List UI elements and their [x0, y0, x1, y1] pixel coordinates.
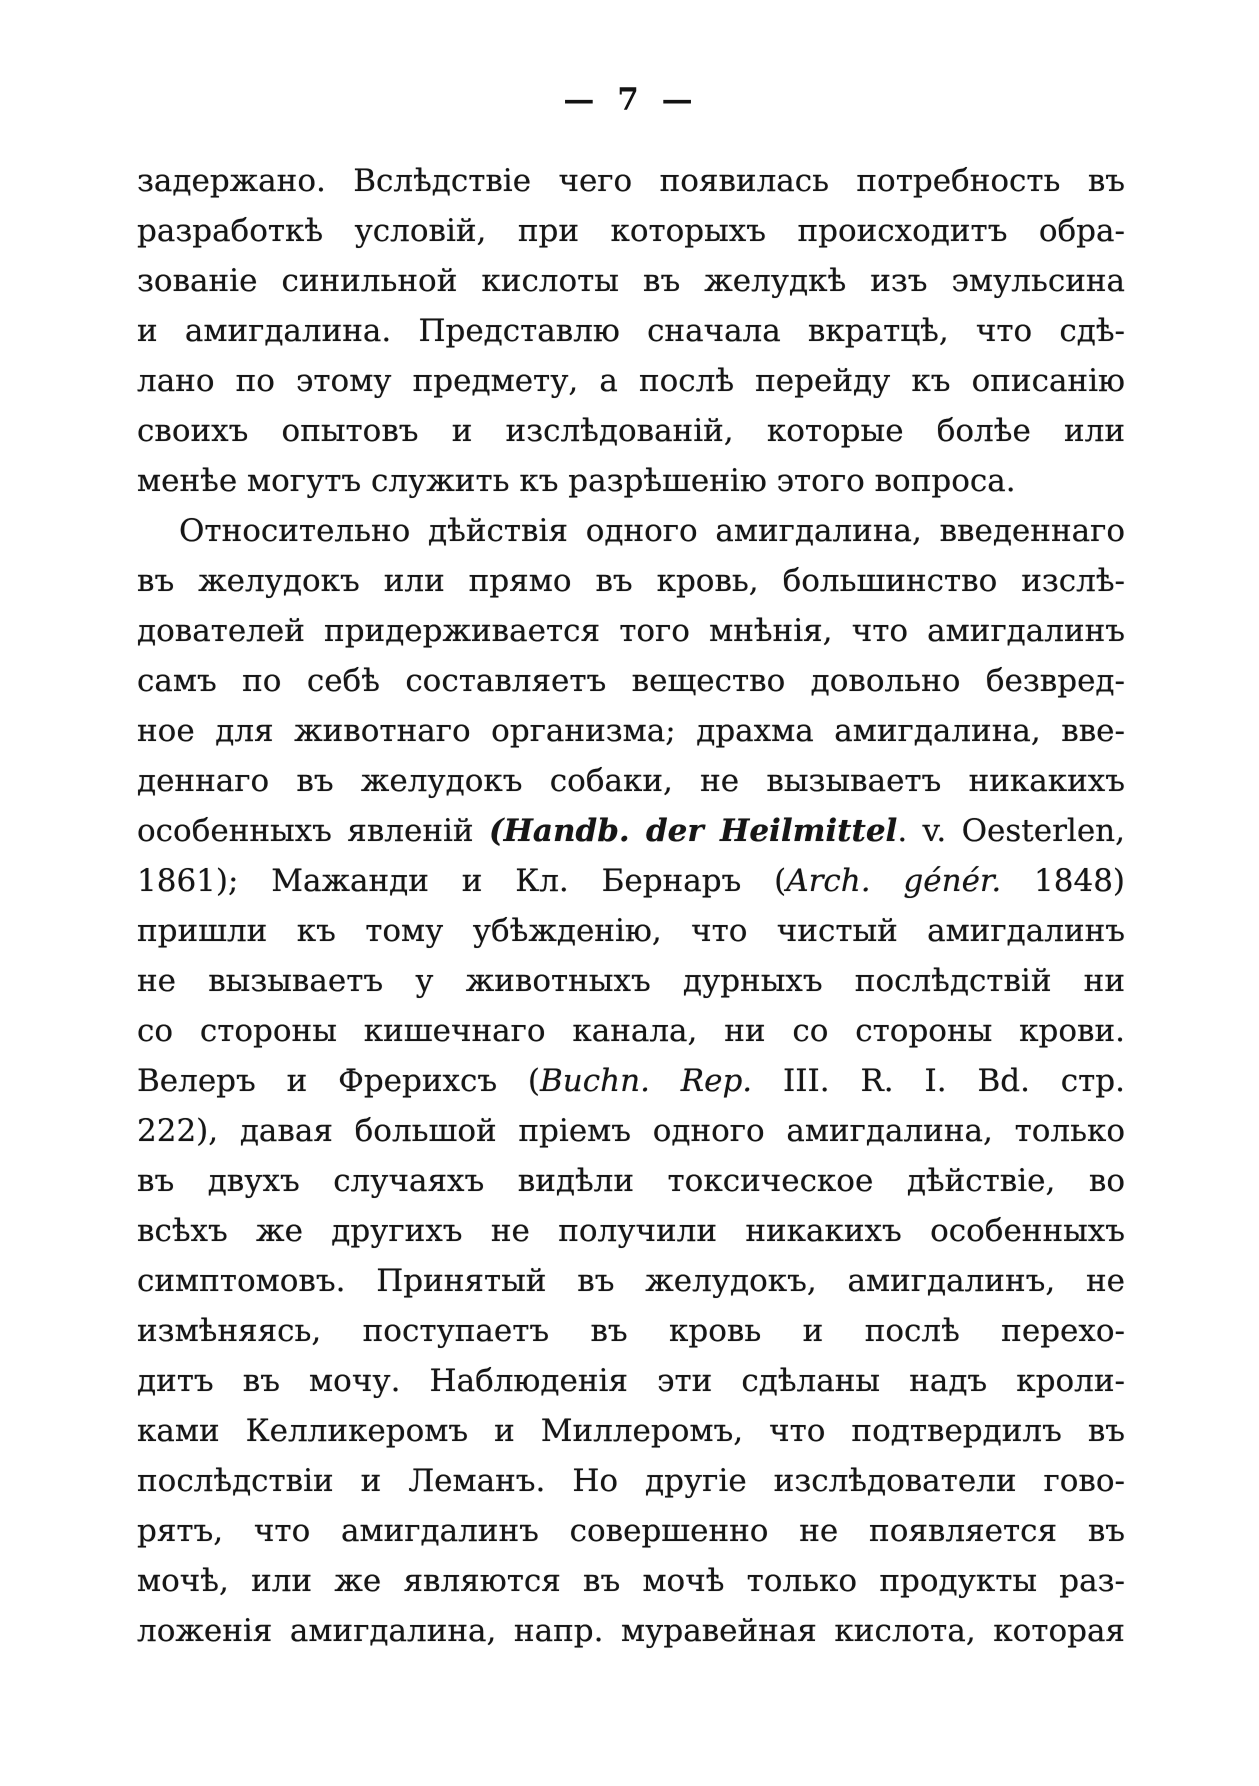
text-line [137, 706, 1125, 756]
text-line [137, 1006, 1125, 1056]
text-line [137, 456, 1125, 506]
text-segment: въ двухъ случаяхъ видѣли токсическое дѣйствіе, во [137, 1163, 1125, 1199]
text-segment: 222), давая большой пріемъ одного амигдалина, только [137, 1113, 1125, 1149]
text-segment: пришли къ тому убѣжденію, что чистый амигдалинъ [137, 913, 1125, 949]
citation-italic: Arch. génér. [786, 863, 1002, 899]
text-segment: самъ по себѣ составляетъ вещество довольно безвред- [137, 663, 1125, 699]
text-segment: ками Келликеромъ и Миллеромъ, что подтвердилъ въ [137, 1413, 1125, 1449]
text-segment: дователей придерживается того мнѣнія, что амигдалинъ [137, 613, 1125, 649]
text-segment: Велеръ и Фрерихсъ ( [137, 1063, 541, 1099]
text-line [137, 1206, 1125, 1256]
text-line [137, 406, 1125, 456]
text-segment: измѣняясь, поступаетъ въ кровь и послѣ перехо- [137, 1313, 1125, 1349]
text-line [137, 356, 1125, 406]
text-segment: Относительно дѣйствія одного амигдалина, введеннаго [179, 513, 1125, 549]
text-segment: послѣдствіи и Леманъ. Но другіе изслѣдователи гово- [137, 1463, 1125, 1499]
text-segment: деннаго въ желудокъ собаки, не вызываетъ никакихъ [137, 763, 1125, 799]
text-segment: всѣхъ же другихъ не получили никакихъ особенныхъ [137, 1213, 1125, 1249]
text-line [137, 556, 1125, 606]
text-segment: ное для животнаго организма; драхма амигдалина, вве- [137, 713, 1125, 749]
text-segment: разработкѣ условій, при которыхъ происходитъ обра- [137, 213, 1125, 249]
text-line [137, 256, 1125, 306]
text-segment: и амигдалина. Представлю сначала вкратцѣ, что сдѣ- [137, 313, 1125, 349]
text-line [137, 906, 1125, 956]
text-segment: 1848) [1001, 863, 1126, 899]
text-segment: мочѣ, или же являются въ мочѣ только продукты раз- [137, 1563, 1125, 1599]
text-line [137, 856, 1125, 906]
text-line [137, 1456, 1125, 1506]
text-segment: менѣе могутъ служить къ разрѣшенію этого вопроса. [137, 463, 1016, 499]
text-line [137, 1506, 1125, 1556]
text-segment: не вызываетъ у животныхъ дурныхъ послѣдствій ни [137, 963, 1125, 999]
text-line [137, 306, 1125, 356]
text-segment: рятъ, что амигдалинъ совершенно не появляется въ [137, 1513, 1125, 1549]
text-segment: лано по этому предмету, а послѣ перейду къ описанію [137, 363, 1125, 399]
text-block [137, 156, 1125, 1656]
text-line [137, 1156, 1125, 1206]
text-segment: задержано. Вслѣдствіе чего появилась потребность въ [137, 163, 1125, 199]
text-line [137, 1306, 1125, 1356]
text-line [137, 606, 1125, 656]
page-number: — 7 — [563, 82, 699, 118]
text-segment: своихъ опытовъ и изслѣдованій, которые болѣе или [137, 413, 1125, 449]
text-line [137, 1556, 1125, 1606]
text-segment: . v. Oesterlen, [897, 813, 1125, 849]
text-line [137, 206, 1125, 256]
text-line [137, 806, 1125, 856]
text-segment: симптомовъ. Принятый въ желудокъ, амигдалинъ, не [137, 1263, 1125, 1299]
text-line [137, 656, 1125, 706]
text-segment: дитъ въ мочу. Наблюденія эти сдѣланы надъ кроли- [137, 1363, 1125, 1399]
text-segment: со стороны кишечнаго канала, ни со стороны крови. [137, 1013, 1125, 1049]
text-line [137, 1106, 1125, 1156]
text-line [137, 506, 1125, 556]
text-segment: особенныхъ явленій [137, 813, 489, 849]
text-segment: III. R. I. Bd. стр. [752, 1063, 1125, 1099]
text-segment: 1861); Мажанди и Кл. Бернаръ ( [137, 863, 787, 899]
citation-italic: (Handb. der Heilmittel [488, 813, 898, 849]
text-line [137, 756, 1125, 806]
text-segment: зованіе синильной кислоты въ желудкѣ изъ эмульсина [137, 263, 1125, 299]
text-line [137, 1056, 1125, 1106]
text-line [137, 956, 1125, 1006]
text-segment: въ желудокъ или прямо въ кровь, большинство изслѣ- [137, 563, 1125, 599]
text-segment: ложенія амигдалина, напр. муравейная кислота, которая [137, 1613, 1125, 1649]
text-line [137, 1406, 1125, 1456]
text-line [137, 1256, 1125, 1306]
text-line [137, 156, 1125, 206]
text-line [137, 1606, 1125, 1656]
text-line [137, 1356, 1125, 1406]
citation-italic: Buchn. Rep. [540, 1063, 753, 1099]
